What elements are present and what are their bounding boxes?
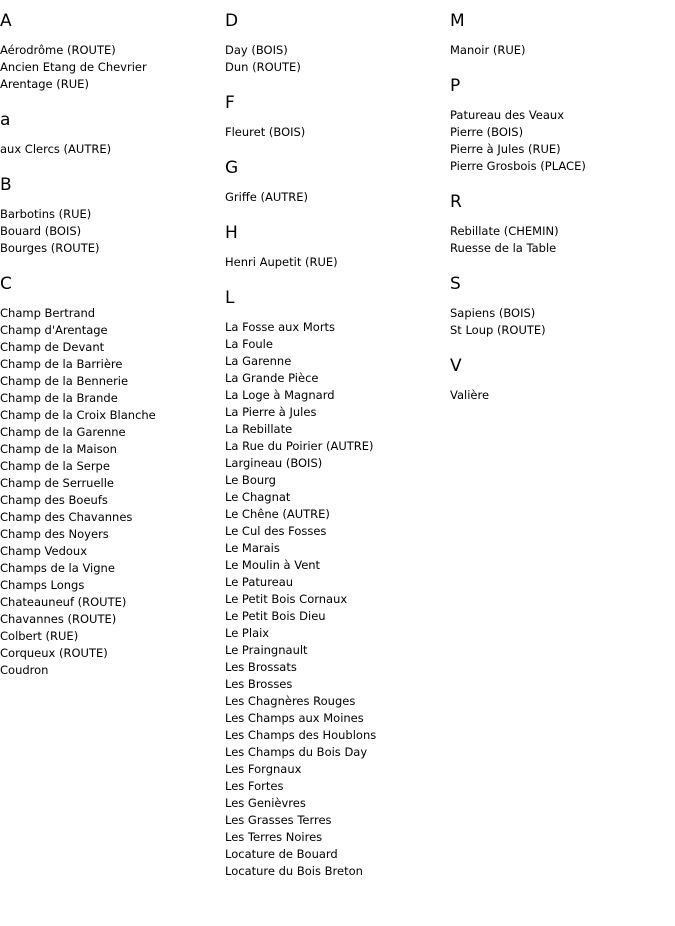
place-name-item[interactable]: Locature du Bois Breton bbox=[225, 864, 363, 878]
letter-section bbox=[225, 223, 450, 271]
place-name-item[interactable]: La Pierre à Jules bbox=[225, 405, 317, 419]
place-name-item[interactable]: Les Grasses Terres bbox=[225, 813, 332, 827]
place-name-item[interactable]: La Garenne bbox=[225, 354, 292, 368]
letter-heading: F bbox=[225, 93, 235, 113]
place-name-item[interactable]: Fleuret (BOIS) bbox=[225, 125, 306, 139]
letter-heading: A bbox=[0, 11, 12, 31]
place-name-item[interactable]: Manoir (RUE) bbox=[450, 43, 526, 57]
place-name-item[interactable]: Champ des Chavannes bbox=[0, 510, 133, 524]
place-name-item[interactable]: Champ de la Serpe bbox=[0, 459, 110, 473]
place-list bbox=[225, 254, 450, 271]
place-list bbox=[225, 319, 450, 880]
place-name-item[interactable]: Champ de la Brande bbox=[0, 391, 118, 405]
letter-heading: M bbox=[450, 11, 465, 31]
place-list bbox=[225, 42, 450, 76]
place-name-item[interactable]: Bourges (ROUTE) bbox=[0, 241, 100, 255]
letter-heading: R bbox=[450, 192, 462, 212]
place-list bbox=[450, 107, 675, 175]
place-name-item[interactable]: Les Fortes bbox=[225, 779, 284, 793]
place-list bbox=[0, 141, 225, 158]
place-name-item[interactable]: Les Brosses bbox=[225, 677, 293, 691]
place-name-item[interactable]: Chateauneuf (ROUTE) bbox=[0, 595, 127, 609]
place-name-item[interactable]: Les Terres Noires bbox=[225, 830, 323, 844]
letter-section bbox=[450, 11, 675, 59]
place-name-item[interactable]: Les Champs du Bois Day bbox=[225, 745, 368, 759]
place-name-item[interactable]: La Fosse aux Morts bbox=[225, 320, 336, 334]
letter-heading: B bbox=[0, 175, 12, 195]
place-name-item[interactable]: Les Champs des Houblons bbox=[225, 728, 377, 742]
place-name-item[interactable]: Arentage (RUE) bbox=[0, 77, 89, 91]
place-name-item[interactable]: Les Genièvres bbox=[225, 796, 306, 810]
place-name-item[interactable]: Le Moulin à Vent bbox=[225, 558, 321, 572]
letter-section bbox=[450, 274, 675, 339]
place-name-item[interactable]: Champ d'Arentage bbox=[0, 323, 108, 337]
place-name-item[interactable]: Griffe (AUTRE) bbox=[225, 190, 309, 204]
place-list bbox=[450, 42, 675, 59]
place-name-item[interactable]: Largineau (BOIS) bbox=[225, 456, 323, 470]
place-list bbox=[450, 305, 675, 339]
place-name-item[interactable]: Dun (ROUTE) bbox=[225, 60, 301, 74]
place-name-item[interactable]: Les Champs aux Moines bbox=[225, 711, 364, 725]
place-name-item[interactable]: Pierre à Jules (RUE) bbox=[450, 142, 561, 156]
place-name-item[interactable]: Champ de Serruelle bbox=[0, 476, 115, 490]
place-name-item[interactable]: Bouard (BOIS) bbox=[0, 224, 82, 238]
place-name-item[interactable]: Le Chêne (AUTRE) bbox=[225, 507, 330, 521]
place-list bbox=[0, 206, 225, 257]
place-name-item[interactable]: Rebillate (CHEMIN) bbox=[450, 224, 559, 238]
place-name-item[interactable]: La Rue du Poirier (AUTRE) bbox=[225, 439, 374, 453]
place-name-item[interactable]: Patureau des Veaux bbox=[450, 108, 565, 122]
place-list bbox=[450, 387, 675, 404]
place-name-item[interactable]: Colbert (RUE) bbox=[0, 629, 79, 643]
place-name-item[interactable]: Champ de Devant bbox=[0, 340, 105, 354]
index-column bbox=[0, 0, 225, 679]
letter-heading: C bbox=[0, 274, 12, 294]
place-list bbox=[0, 42, 225, 93]
place-name-item[interactable]: Pierre (BOIS) bbox=[450, 125, 524, 139]
place-name-item[interactable]: Champ Bertrand bbox=[0, 306, 96, 320]
place-name-item[interactable]: Le Petit Bois Cornaux bbox=[225, 592, 348, 606]
letter-section bbox=[450, 76, 675, 175]
letter-heading: H bbox=[225, 223, 238, 243]
letter-section bbox=[225, 158, 450, 206]
place-list bbox=[225, 124, 450, 141]
place-name-item[interactable]: Champ de la Bennerie bbox=[0, 374, 129, 388]
place-name-item[interactable]: Aérodrôme (ROUTE) bbox=[0, 43, 116, 57]
place-name-item[interactable]: Champ de la Croix Blanche bbox=[0, 408, 156, 422]
place-list bbox=[225, 189, 450, 206]
place-name-item[interactable]: Day (BOIS) bbox=[225, 43, 288, 57]
letter-heading: S bbox=[450, 274, 461, 294]
place-name-item[interactable]: Le Marais bbox=[225, 541, 280, 555]
letter-section bbox=[0, 175, 225, 257]
place-name-item[interactable]: Coudron bbox=[0, 663, 49, 677]
place-name-item[interactable]: Sapiens (BOIS) bbox=[450, 306, 536, 320]
place-name-item[interactable]: Champs Longs bbox=[0, 578, 85, 592]
place-name-item[interactable]: Champ Vedoux bbox=[0, 544, 88, 558]
place-name-item[interactable]: La Loge à Magnard bbox=[225, 388, 335, 402]
place-list bbox=[0, 305, 225, 679]
place-name-item[interactable]: Champ des Boeufs bbox=[0, 493, 108, 507]
letter-heading: a bbox=[0, 110, 11, 130]
letter-section bbox=[0, 110, 225, 158]
place-name-item[interactable]: La Rebillate bbox=[225, 422, 293, 436]
place-name-item[interactable]: Valière bbox=[450, 388, 490, 402]
place-name-item[interactable]: Le Praingnault bbox=[225, 643, 308, 657]
place-name-item[interactable]: Champ des Noyers bbox=[0, 527, 109, 541]
letter-heading: P bbox=[450, 76, 461, 96]
place-name-item[interactable]: St Loup (ROUTE) bbox=[450, 323, 546, 337]
place-name-item[interactable]: Chavannes (ROUTE) bbox=[0, 612, 117, 626]
place-name-item[interactable]: Le Cul des Fosses bbox=[225, 524, 327, 538]
place-name-item[interactable]: La Foule bbox=[225, 337, 273, 351]
letter-heading: G bbox=[225, 158, 239, 178]
place-name-item[interactable]: Les Brossats bbox=[225, 660, 297, 674]
letter-section bbox=[225, 93, 450, 141]
place-name-item[interactable]: Champ de la Barrière bbox=[0, 357, 123, 371]
place-name-item[interactable]: Locature de Bouard bbox=[225, 847, 338, 861]
place-name-item[interactable]: Ruesse de la Table bbox=[450, 241, 557, 255]
place-name-item[interactable]: Les Chagnères Rouges bbox=[225, 694, 356, 708]
index-column bbox=[225, 0, 450, 880]
place-name-item[interactable]: Champs de la Vigne bbox=[0, 561, 115, 575]
place-name-item[interactable]: Henri Aupetit (RUE) bbox=[225, 255, 338, 269]
place-name-item[interactable]: Champ de la Garenne bbox=[0, 425, 126, 439]
letter-section bbox=[450, 192, 675, 257]
place-name-item[interactable]: Pierre Grosbois (PLACE) bbox=[450, 159, 586, 173]
letter-section bbox=[225, 288, 450, 880]
place-name-item[interactable]: Le Petit Bois Dieu bbox=[225, 609, 326, 623]
place-name-item[interactable]: Barbotins (RUE) bbox=[0, 207, 92, 221]
place-name-item[interactable]: La Grande Pièce bbox=[225, 371, 319, 385]
place-name-item[interactable]: Les Forgnaux bbox=[225, 762, 302, 776]
place-name-item[interactable]: Le Plaix bbox=[225, 626, 270, 640]
place-name-item[interactable]: aux Clercs (AUTRE) bbox=[0, 142, 112, 156]
letter-section bbox=[0, 274, 225, 679]
letter-heading: D bbox=[225, 11, 239, 31]
place-name-item[interactable]: Le Patureau bbox=[225, 575, 294, 589]
place-name-item[interactable]: Le Bourg bbox=[225, 473, 276, 487]
letter-heading: L bbox=[225, 288, 235, 308]
place-name-item[interactable]: Corqueux (ROUTE) bbox=[0, 646, 108, 660]
place-name-item[interactable]: Le Chagnat bbox=[225, 490, 291, 504]
index-column bbox=[450, 0, 675, 404]
place-name-item[interactable]: Champ de la Maison bbox=[0, 442, 117, 456]
letter-heading: V bbox=[450, 356, 462, 376]
place-name-item[interactable]: Ancien Etang de Chevrier bbox=[0, 60, 147, 74]
place-list bbox=[450, 223, 675, 257]
letter-section bbox=[0, 11, 225, 93]
letter-section bbox=[225, 11, 450, 76]
letter-section bbox=[450, 356, 675, 404]
